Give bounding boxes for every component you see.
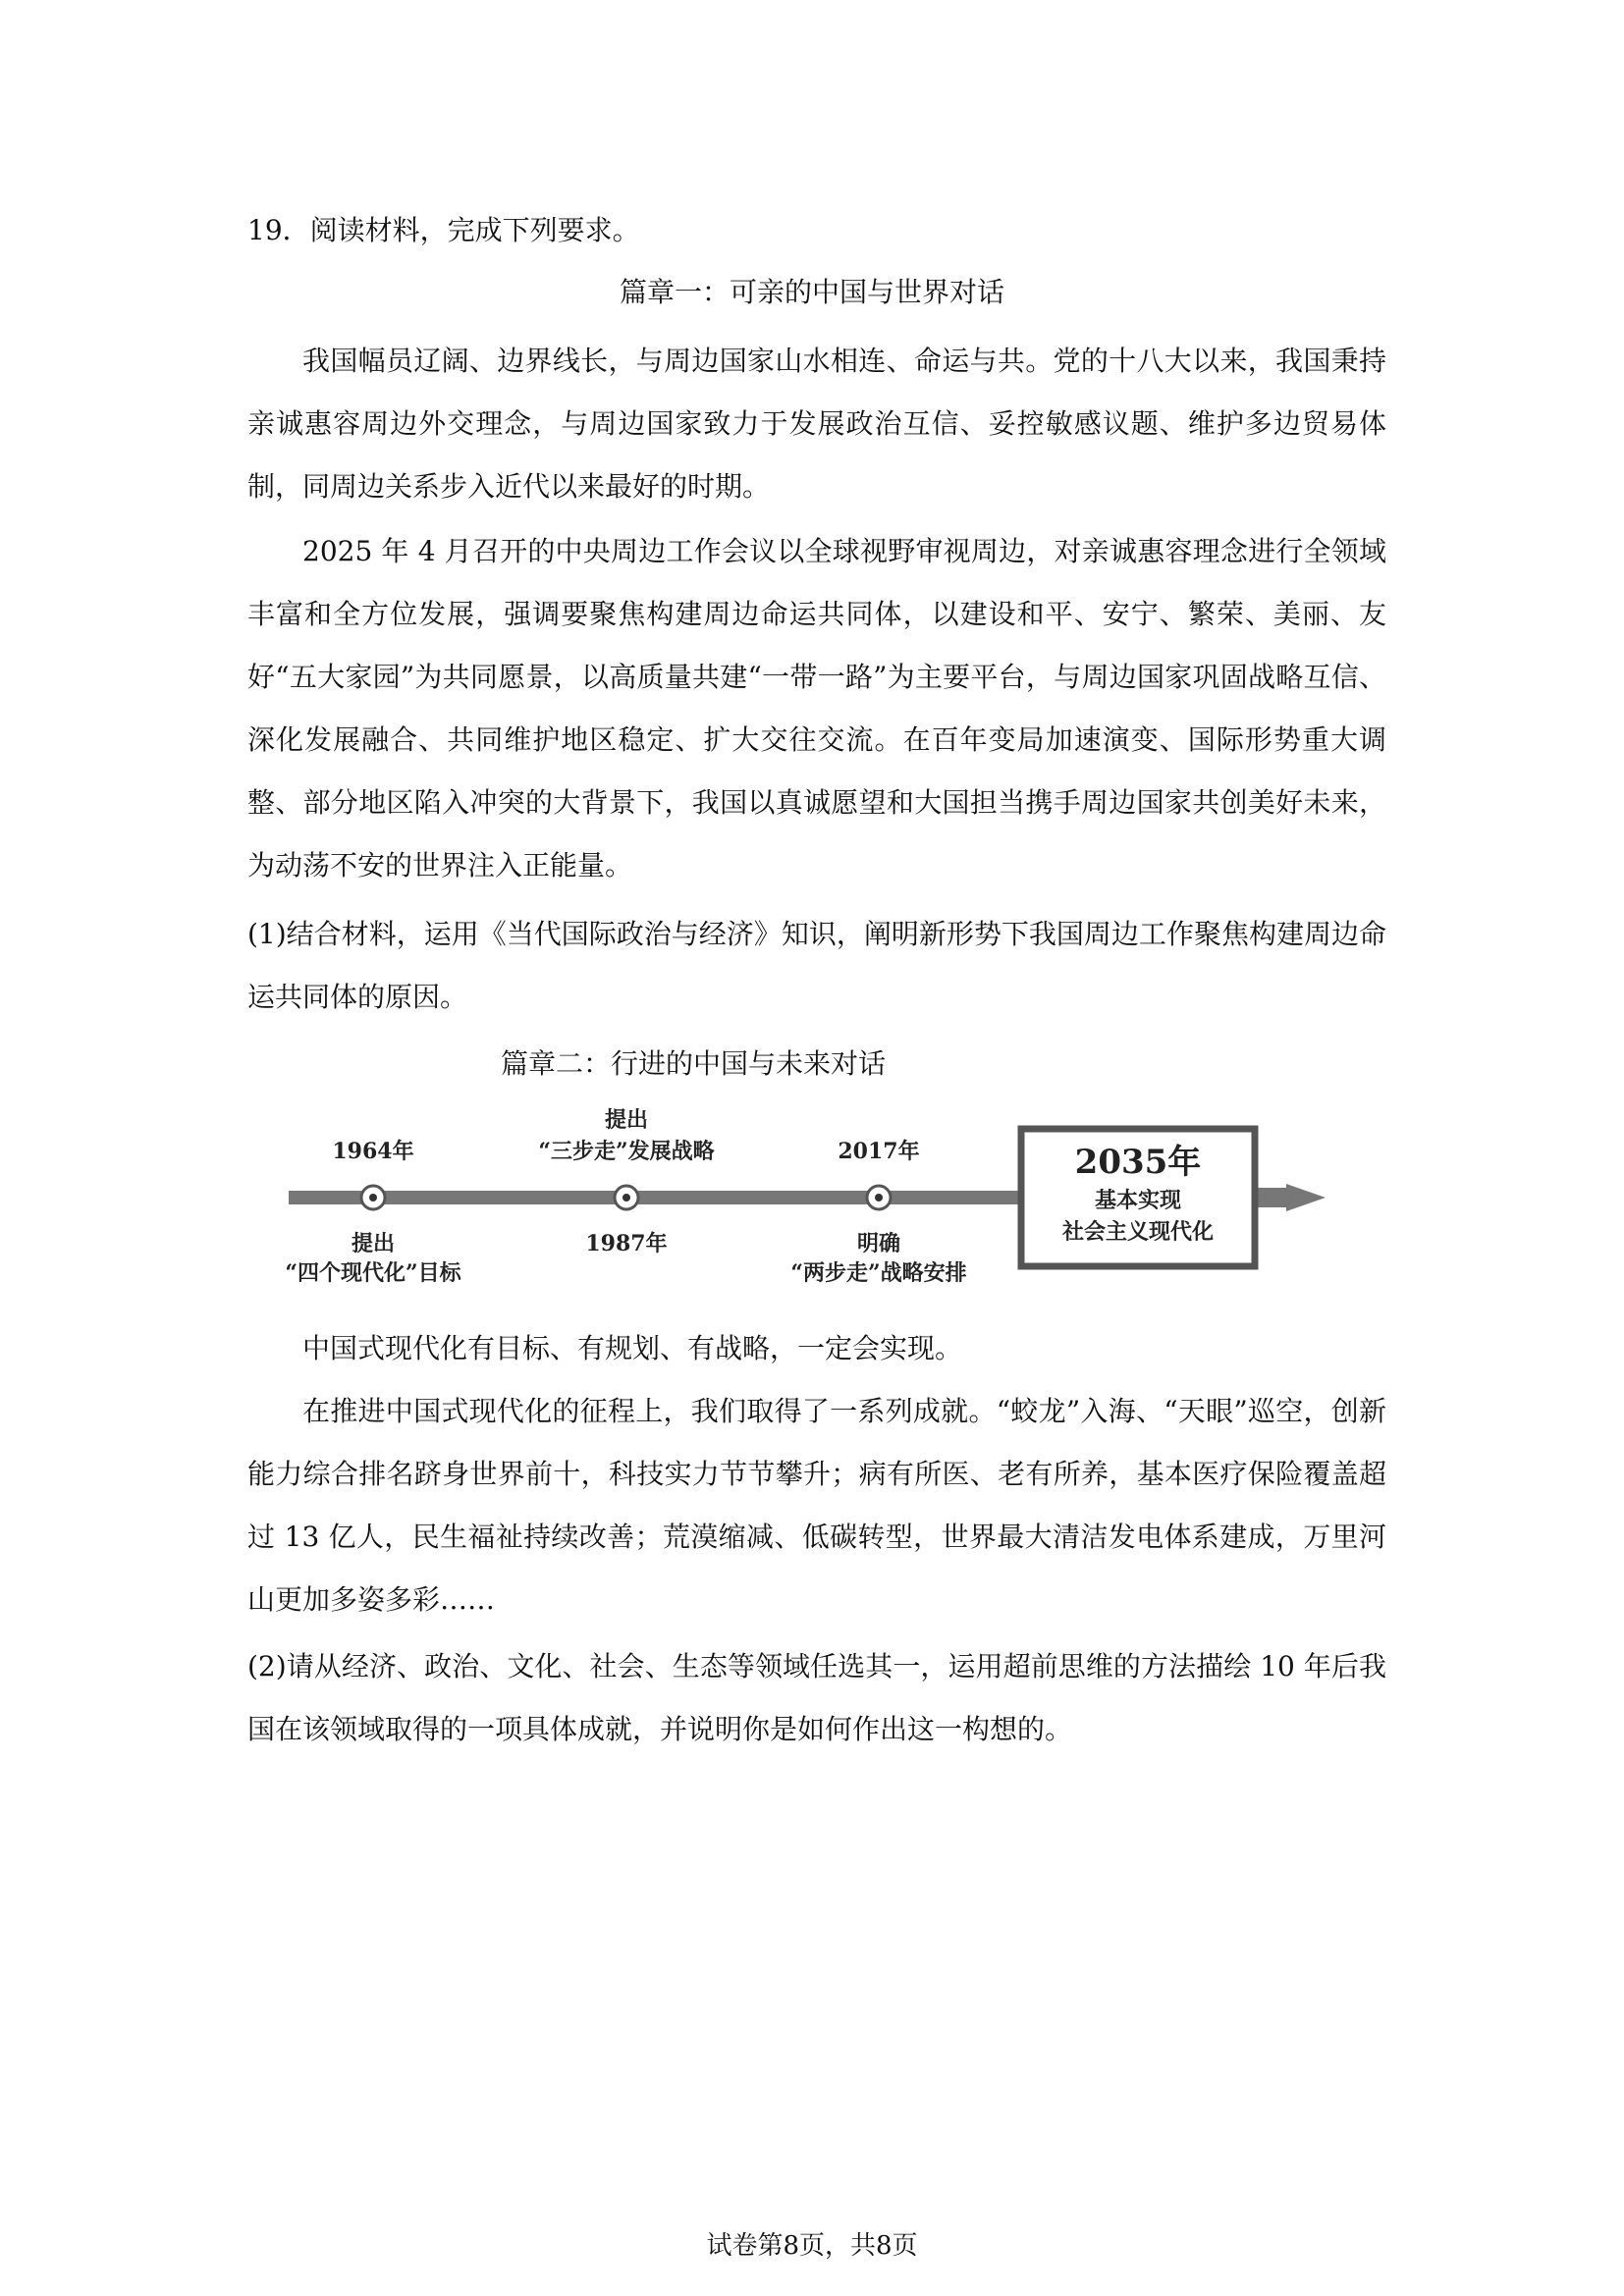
goal-line-2: 社会主义现代化	[1061, 1219, 1214, 1245]
timeline-year-2017: 2017年	[838, 1139, 920, 1164]
chapter1-paragraph-2: 2025 年 4 月召开的中央周边工作会议以全球视野审视周边，对亲诚惠容理念进行全领域丰富和全方位发展，强调要聚焦构建周边命运共同体，以建设和平、安宁、繁荣、美丽、友好“五大家园”为共同愿景，以高质量共建“一带一路”为主要平台，与周边国家巩固战略互信、深化发展融合、共同维护地区稳定、扩大交往交流。在百年变局加速演变、国际形势重大调整、部分地区陷入冲突的大背景下，我国以真诚愿望和大国担当携手周边国家共创美好未来，为动荡不安的世界注入正能量。	[247, 535, 1386, 881]
page-footer: 试卷第8页，共8页	[706, 2231, 918, 2261]
timeline-figure	[275, 1099, 1335, 1296]
chapter1-paragraph-1: 我国幅员辽阔、边界线长，与周边国家山水相连、命运与共。党的十八大以来，我国秉持亲诚惠容周边外交理念，与周边国家致力于发展政治互信、妥控敏感议题、维护多边贸易体制，同周边关系步入近代以来最好的时期。	[247, 345, 1386, 503]
timeline-year-1987: 1987年	[585, 1231, 668, 1256]
chapter2-title: 篇章二：行进的中国与未来对话	[501, 1047, 887, 1080]
question-2: (2)请从经济、政治、文化、社会、生态等领域任选其一，运用超前思维的方法描绘 10 年后我国在该领域取得的一项具体成就，并说明你是如何作出这一构想的。	[247, 1650, 1386, 1745]
timeline-desc-1987-line2: “三步走”发展战略	[538, 1139, 715, 1164]
question-1: (1)结合材料，运用《当代国际政治与经济》知识，阐明新形势下我国周边工作聚焦构建周边命运共同体的原因。	[247, 918, 1386, 1013]
timeline-node-1964	[361, 1186, 385, 1209]
chapter2-paragraph-1: 中国式现代化有目标、有规划、有战略，一定会实现。	[302, 1332, 963, 1364]
timeline-bar	[289, 1191, 1025, 1204]
timeline-node-1987	[615, 1186, 638, 1209]
timeline-desc-2017-line2: “两步走”战略安排	[790, 1260, 967, 1286]
goal-year-2035: 2035年	[1074, 1143, 1202, 1182]
timeline-desc-1987-line1: 提出	[604, 1107, 648, 1133]
question-header: 19．阅读材料，完成下列要求。	[247, 214, 640, 246]
timeline-desc-1964-line1: 提出	[351, 1231, 395, 1256]
timeline-desc-1964-line2: “四个现代化”目标	[285, 1260, 461, 1286]
chapter1-title: 篇章一：可亲的中国与世界对话	[619, 276, 1004, 308]
timeline-year-1964: 1964年	[332, 1139, 414, 1164]
goal-line-1: 基本实现	[1094, 1188, 1181, 1213]
timeline-desc-2017-line1: 明确	[856, 1231, 900, 1256]
chapter2-paragraph-2: 在推进中国式现代化的征程上，我们取得了一系列成就。“蛟龙”入海、“天眼”巡空，创新能力综合排名跻身世界前十，科技实力节节攀升；病有所医、老有所养，基本医疗保险覆盖超过 13 亿人，民生福祉持续改善；荒漠缩减、低碳转型，世界最大清洁发电体系建成，万里河山更加多姿多彩……	[247, 1395, 1386, 1616]
timeline-node-2017	[867, 1186, 891, 1209]
